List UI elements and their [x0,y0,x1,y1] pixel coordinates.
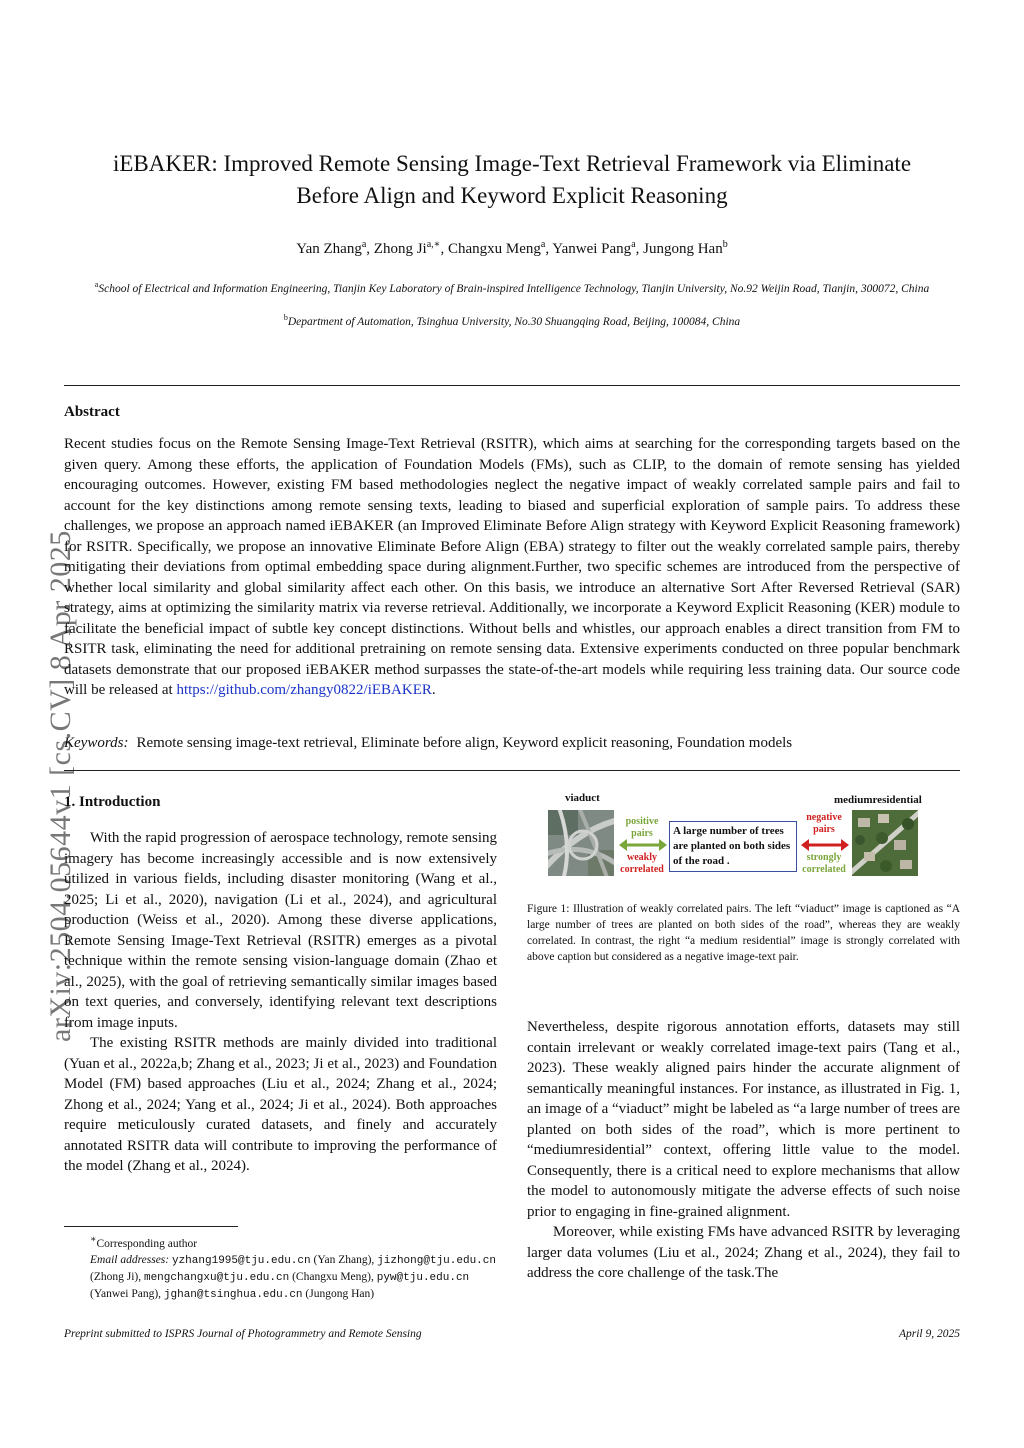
affiliation-a [64,277,960,297]
mediumresidential-image [852,810,918,876]
footer-date: April 9, 2025 [898,1328,960,1340]
negative-pairs-label: negative pairs [806,812,842,835]
intro-right-column [527,1017,960,1284]
figure-caption: Figure 1: Illustration of weakly correlated pairs. The left “viaduct” image is captioned as “A large number of trees are planted on both sides of the road”, whereas they are weakly correlated. In contrast, the right “a medium residential” image is strongly correlated with above caption but considered as a negative image-text pair. [527,903,960,963]
section-heading: 1. Introduction [64,794,161,810]
affiliation-b [64,310,960,330]
email-owner: (Yanwei Pang), [90,1287,162,1300]
figure-1 [527,790,960,890]
abstract-text: Recent studies focus on the Remote Sensing Image-Text Retrieval (RSITR), which aims at searching for the corresponding targets based on the given query. Among these efforts, the application of Foundation Models (FMs), such as CLIP, to the domain of remote sensing has yielded encouraging outcomes. However, existing FM based methodologies neglect the negative impact of weakly correlated sample pairs and fail to account for the key distinctions among remote sensing texts, leading to biased and superficial exploration of sample pairs. To address these challenges, we propose an approach named iEBAKER (an Improved Eliminate Before Align strategy with Keyword Explicit Reasoning framework) for RSITR. Specifically, we propose an innovative Eliminate Before Align (EBA) strategy to filter out the weakly correlated sample pairs, thereby mitigating their deviations from optimal embedding space during alignment.Further, two specific schemes are introduced from the perspective of whether local similarity and global similarity affect each other. On this basis, we introduce an alternative Sort After Reversed Retrieval (SAR) strategy, aims at optimizing the similarity matrix via reverse retrieval. Additionally, we incorporate a Keyword Explicit Reasoning (KER) module to facilitate the beneficial impact of subtle key concept distinctions. Without bells and whistles, our approach enables a direct transition from FM to RSITR task, eliminating the need for additional pretraining on remote sensing data. Extensive experiments conducted on three popular benchmark datasets demonstrate that our proposed iEBAKER method surpasses the state-of-the-art models while requiring less training data. Our source code will be released at [64,436,960,698]
email-address[interactable]: jizhong@tju.edu.cn [377,1254,496,1267]
email-owner: (Zhong Ji), [90,1270,142,1283]
intro-left-column [64,828,497,1177]
code-link[interactable]: https://github.com/zhangy0822/iEBAKER [176,682,432,698]
email-address[interactable]: jghan@tsinghua.edu.cn [163,1288,303,1301]
author-sup: a,∗ [426,239,441,250]
paragraph: Moreover, while existing FMs have advanced RSITR by leveraging larger data volumes (Liu et al., 2024; Zhang et al., 2024), they fail to address the core challenge of the task.The [527,1224,960,1281]
divider [64,385,960,386]
figure-right-label: mediumresidential [834,794,922,806]
footnote [64,1232,497,1303]
affiliation-text: Department of Automation, Tsinghua University, No.30 Shuangqing Road, Beijing, 100084, China [287,315,741,328]
keywords [64,735,960,752]
paragraph: The existing RSITR methods are mainly divided into traditional (Yuan et al., 2022a,b; Zhang et al., 2023; Ji et al., 2023) and Foundation Model (FM) based approaches (Liu et al., 2024; Zhang et al., 2024; Zhong et al., 2024; Yang et al., 2024; Ji et al., 2024). Both approaches require meticulously curated datasets, and finely and accurately annotated RSITR data will contribute to improving the performance of the model (Zhang et al., 2024). [64,1035,497,1174]
email-label: Email addresses: [90,1253,170,1266]
positive-pairs-label: positive pairs [625,816,659,839]
figure-left-label: viaduct [565,792,600,804]
double-arrow-icon [801,838,849,852]
abstract-heading: Abstract [64,404,120,420]
email-owner: (Jungong Han) [305,1287,375,1300]
email-owner: (Changxu Meng), [292,1270,374,1283]
title-line-1: iEBAKER: Improved Remote Sensing Image-Text Retrieval Framework via Eliminate [112,151,912,176]
affiliation-sup: a [94,280,99,289]
footer-journal: Preprint submitted to ISPRS Journal of Photogrammetry and Remote Sensing [64,1328,422,1340]
footnote-rule [64,1226,238,1227]
author: Jungong Han [643,241,723,257]
author-sup: a [631,239,636,250]
viaduct-image [548,810,614,876]
author-sup: a [540,239,546,250]
email-address[interactable]: mengchangxu@tju.edu.cn [143,1271,290,1284]
author: Changxu Meng [447,241,541,257]
paragraph: With the rapid progression of aerospace technology, remote sensing imagery has become increasingly accessible and is now extensively utilized in various fields, including disaster monitoring (Wang et al., 2025; Li et al., 2020), navigation (Li et al., 2024), and agricultural production (Weiss et al., 2020). Among these diverse applications, Remote Sensing Image-Text Retrieval (RSITR) emerges as a pivotal technique within the remote sensing vision-language domain (Zhao et al., 2025), with the goal of retrieving semantically similar images based on text queries, and conversely, identifying relevant text descriptions from image inputs. [64,830,497,1031]
author-list: Yan Zhang$^a$, Zhong $Ji^{a,∗}$, Changxu Meng$^a$, Yanwei Pang$^a$, Jungong Han$^b$ [296,239,728,257]
author-sup: b [722,239,728,250]
abstract-end: . [431,682,436,698]
paper-title [64,148,960,212]
author: Yanwei Pang [552,241,632,257]
author: Yan Zhang [296,241,362,257]
email-owner: (Yan Zhang), [313,1253,375,1266]
arxiv-stamp: arXiv:2504.05644v1 [cs.CV] 8 Apr 2025 [44,530,77,1042]
caption-box: A large number of trees are planted on both sides of the road . [669,821,797,872]
email-address[interactable]: yzhang1995@tju.edu.cn [171,1254,311,1267]
footnote-mark: ∗ [90,1234,97,1245]
double-arrow-icon [619,838,667,852]
corresponding-author: Corresponding author [96,1237,198,1250]
affiliation-sup: b [283,313,288,322]
abstract-body [64,434,960,701]
weakly-correlated-label: weakly correlated [620,852,664,875]
paragraph: Nevertheless, despite rigorous annotation efforts, datasets may still contain irrelevant or weakly correlated image-text pairs (Tang et al., 2023). These weakly aligned pairs hinder the accurate alignment of semantically meaningful instances. For instance, as illustrated in Fig. 1, an image of a “viaduct” might be labeled as “a large number of trees are planted on both sides of the road”, which is more pertinent to “mediumresidential” context, offering little value to the model. Consequently, there is a critical need to explore mechanisms that allow the model to autonomously mitigate the adverse effects of such noise prior to engaging in fine-grained alignment. [527,1019,960,1220]
title-line-2: Before Align and Keyword Explicit Reasoning [296,183,728,208]
keywords-text: Remote sensing image-text retrieval, Eliminate before align, Keyword explicit reasoning, Foundation models [136,735,793,751]
email-address[interactable]: pyw@tju.edu.cn [376,1271,470,1284]
author: Zhong Ji [373,241,427,257]
author-sup: a [361,239,367,250]
affiliation-text: School of Electrical and Information Engineering, Tianjin Key Laboratory of Brain-inspired Intelligence Technology, Tianjin University, No.92 Weijin Road, Tianjin, 300072, China [98,282,930,295]
divider [64,770,960,771]
strongly-correlated-label: strongly correlated [802,852,846,875]
keywords-label: Keywords: [64,735,129,751]
